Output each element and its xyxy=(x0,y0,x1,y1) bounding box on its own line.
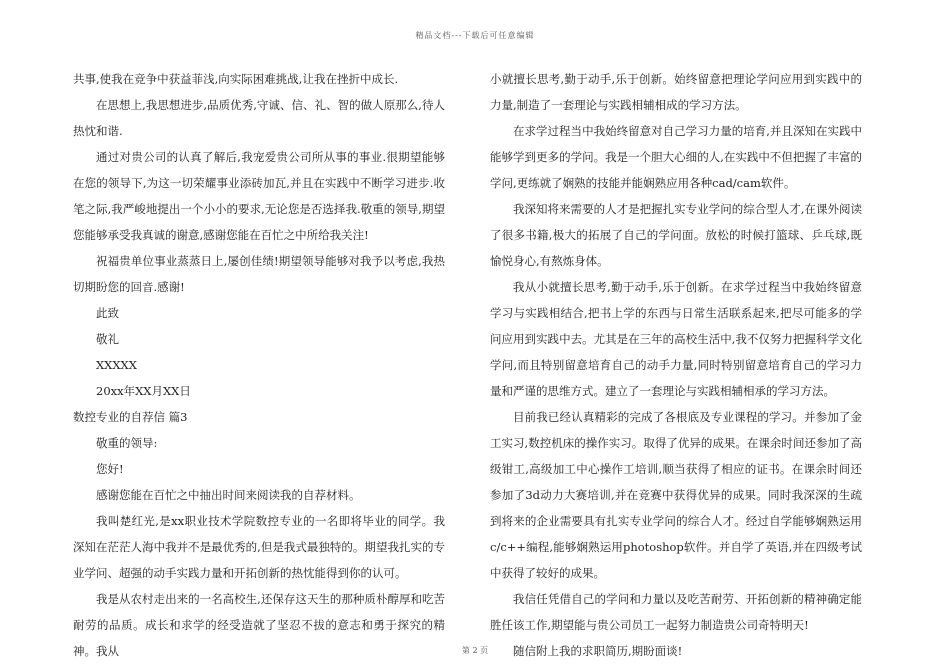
paragraph: 敬重的领导: xyxy=(96,436,158,450)
page-number: 第 2 页 xyxy=(461,646,489,655)
paragraph: 共事,使我在竞争中获益菲浅,向实际困难挑战,让我在挫折中成长. xyxy=(73,72,399,86)
paragraph: 此致 xyxy=(96,306,119,320)
paragraph: 在求学过程当中我始终留意对自己学习力量的培育,并且深知在实践中能够学到更多的学问。我是一个胆大心细的人,在实践中不但把握了丰富的学问,更练就了娴熟的技能并能娴熟应用各种cad/cam软件。 xyxy=(490,124,862,190)
paragraph: XXXXX xyxy=(96,358,137,372)
paragraph: 我从小就擅长思考,勤于动手,乐于创新。在求学过程当中我始终留意学习与实践相结合,把书上学的东西与日常生活联系起来,把尽可能多的学问应用到实践中去。尤其是在三年的高校生活中,我不仅努力把握科学文化学问,而且特别留意培育自己的动手力量,同时特别留意培育自己的学习力量和严谨的思维方式。建立了一套理论与实践相辅相承的学习方法。 xyxy=(490,280,862,398)
paragraph: 我深知将来需要的人才是把握扎实专业学问的综合型人才,在课外阅读了很多书籍,极大的拓展了自己的学问面。放松的时候打篮球、乒乓球,既愉悦身心,有熬炼身体。 xyxy=(490,202,862,268)
paragraph: 祝福贵单位事业蒸蒸日上,屡创佳绩!期望领导能够对我予以考虑,我热切期盼您的回音.感谢! xyxy=(73,254,445,294)
left-column xyxy=(73,66,445,664)
paragraph: 20xx年XX月XX日 xyxy=(96,384,191,398)
paragraph: 我信任凭借自己的学问和力量以及吃苦耐劳、开拓创新的精神确定能胜任该工作,期望能与贵公司员工一起努力制造贵公司奇特明天! xyxy=(490,592,862,632)
paragraph: 感谢您能在百忙之中抽出时间来阅读我的自荐材料。 xyxy=(96,488,361,502)
section-heading: 数控专业的自荐信 篇3 xyxy=(73,410,188,424)
paragraph: 我叫楚红光,是xx职业技术学院数控专业的一名即将毕业的同学。我深知在茫茫人海中我并不是最优秀的,但是我式最独特的。期望我扎实的专业学问、超强的动手实践力量和开拓创新的热忱能得到你的认可。 xyxy=(73,514,445,580)
paragraph: 我是从农村走出来的一名高校生,还保存这天生的那种质朴醇厚和吃苦耐劳的品质。成长和求学的经受造就了坚忍不拔的意志和勇于探究的精神。我从 xyxy=(73,592,445,658)
paragraph: 小就擅长思考,勤于动手,乐于创新。始终留意把理论学问应用到实践中的力量,制造了一套理论与实践相辅相成的学习方法。 xyxy=(490,72,862,112)
paragraph: 随信附上我的求职简历,期盼面谈! xyxy=(513,644,683,658)
paragraph: 通过对贵公司的认真了解后,我宠爱贵公司所从事的事业.很期望能够在您的领导下,为这一切荣耀事业添砖加瓦,并且在实践中不断学习进步.收笔之际,我严峻地提出一个小小的要求,无论您是否选择我.敬重的领导,期望您能够承受我真诚的谢意,感谢您能在百忙之中所给我关注! xyxy=(73,150,445,242)
page-header: 精品文档---下载后可任意编辑 xyxy=(415,31,535,40)
paragraph: 您好! xyxy=(96,462,124,476)
paragraph: 敬礼 xyxy=(96,332,119,346)
paragraph: 在思想上,我思想进步,品质优秀,守诚、信、礼、智的做人原那么,待人热忱和谐. xyxy=(73,98,445,138)
paragraph: 目前我已经认真精彩的完成了各根底及专业课程的学习。并参加了金工实习,数控机床的操作实习。取得了优异的成果。在课余时间还参加了高级钳工,高级加工中心操作工培训,顺当获得了相应的证书。在课余时间还参加了3d动力大赛培训,并在竞赛中获得优异的成果。同时我深深的生疏到将来的企业需要具有扎实专业学问的综合人才。经过自学能够娴熟运用c/c++编程,能够娴熟运用photoshop软件。并自学了英语,并在四级考试中获得了较好的成果。 xyxy=(490,410,862,580)
right-column xyxy=(490,66,862,664)
